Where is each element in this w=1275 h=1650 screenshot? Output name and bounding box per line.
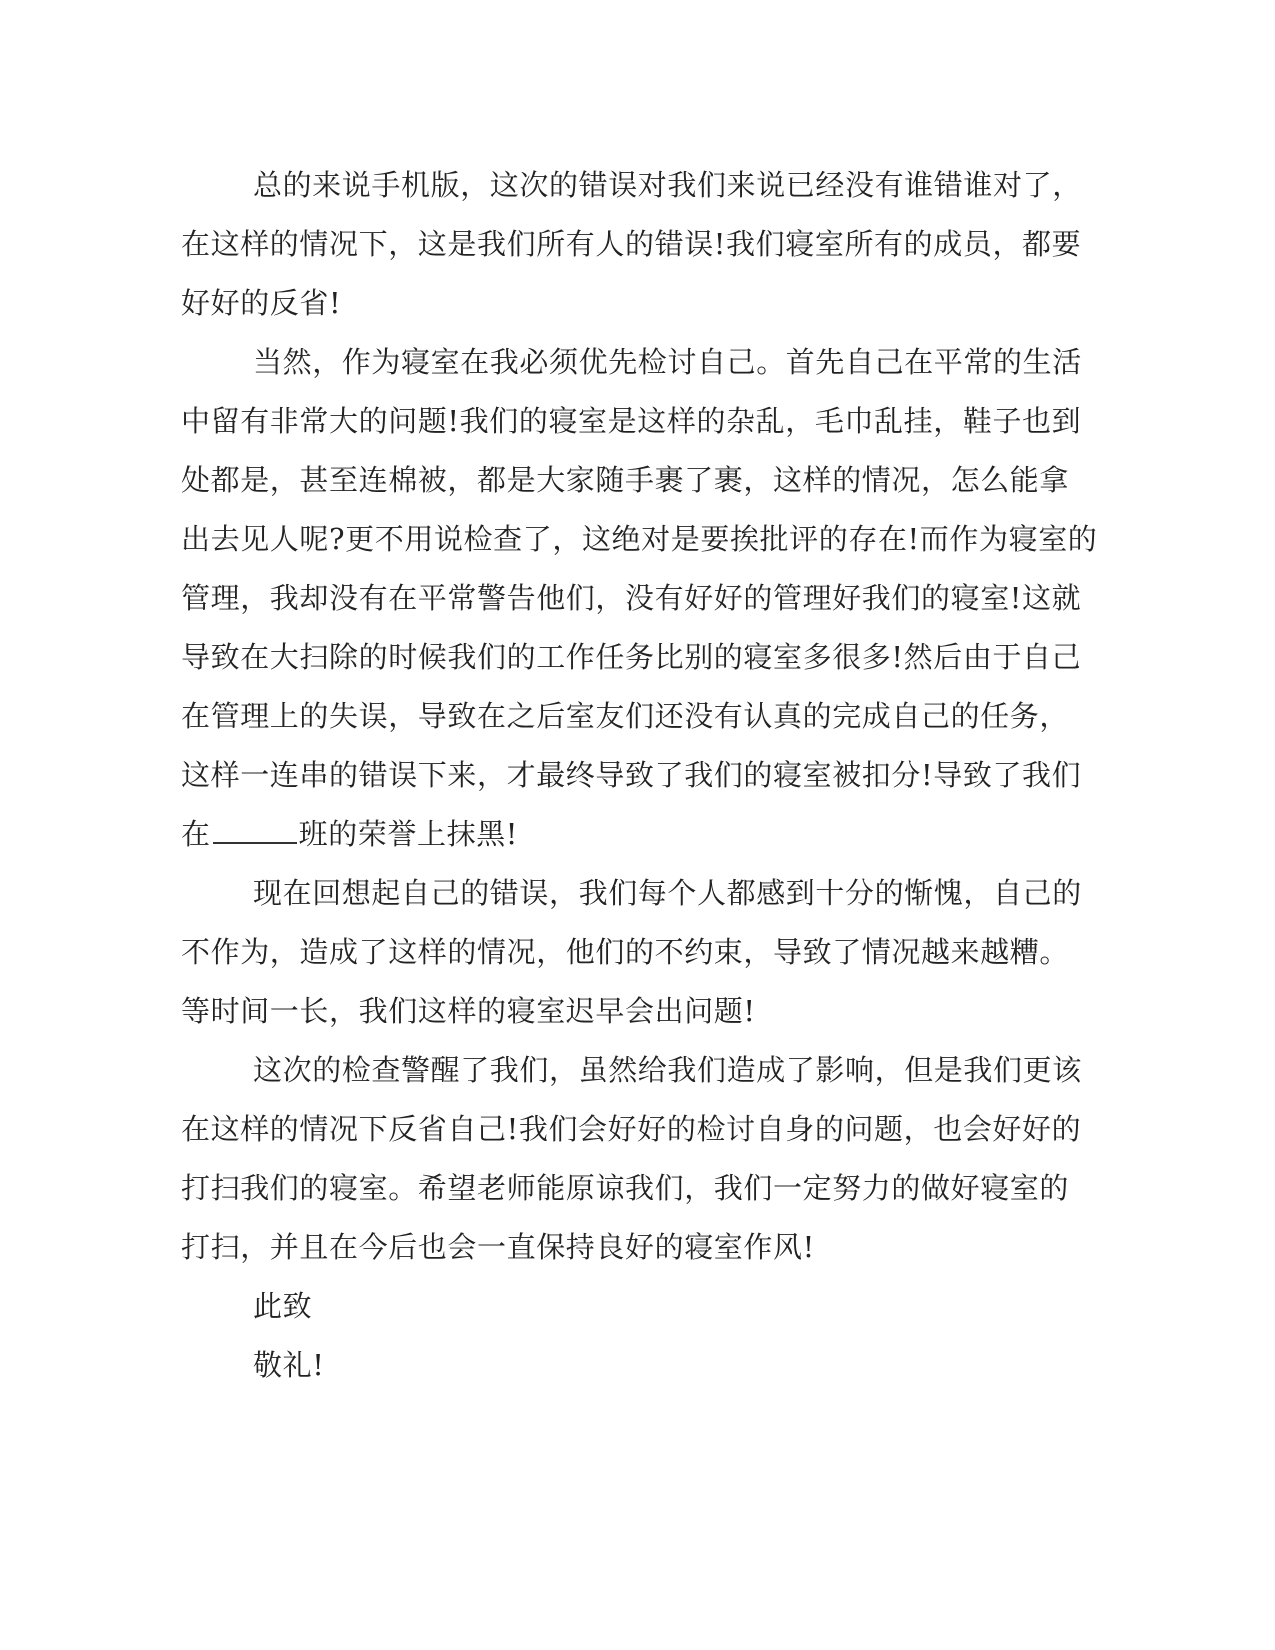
paragraph-2-line-8: 这样一连串的错误下来，才最终导致了我们的寝室被扣分!导致了我们 bbox=[181, 758, 1082, 792]
paragraph-3-line-2: 不作为，造成了这样的情况，他们的不约束，导致了情况越来越糟。 bbox=[181, 935, 1070, 969]
paragraph-2-line-3: 处都是，甚至连棉被，都是大家随手裹了裹，这样的情况，怎么能拿 bbox=[181, 463, 1070, 497]
paragraph-4-line-2: 在这样的情况下反省自己!我们会好好的检讨自身的问题，也会好好的 bbox=[181, 1112, 1082, 1146]
paragraph-2-line-9-prefix: 在 bbox=[181, 817, 211, 851]
paragraph-2-line-5: 管理，我却没有在平常警告他们，没有好好的管理好我们的寝室!这就 bbox=[181, 581, 1082, 615]
paragraph-3-line-3: 等时间一长，我们这样的寝室迟早会出问题! bbox=[181, 994, 756, 1028]
paragraph-1-line-3: 好好的反省! bbox=[181, 286, 342, 320]
paragraph-1-line-1: 总的来说手机版，这次的错误对我们来说已经没有谁错谁对了， bbox=[253, 168, 1082, 202]
fill-in-blank bbox=[213, 820, 297, 844]
closing-regards: 敬礼! bbox=[253, 1348, 325, 1382]
paragraph-4-line-4: 打扫，并且在今后也会一直保持良好的寝室作风! bbox=[181, 1230, 815, 1264]
paragraph-2-line-1: 当然，作为寝室在我必须优先检讨自己。首先自己在平常的生活 bbox=[253, 345, 1082, 379]
paragraph-4-line-1: 这次的检查警醒了我们，虽然给我们造成了影响，但是我们更该 bbox=[253, 1053, 1082, 1087]
document-body bbox=[181, 156, 1098, 1395]
paragraph-3-line-1: 现在回想起自己的错误，我们每个人都感到十分的惭愧，自己的 bbox=[253, 876, 1082, 910]
paragraph-2-line-9-suffix: 班的荣誉上抹黑! bbox=[298, 817, 519, 851]
paragraph-2-line-9 bbox=[181, 805, 1041, 864]
paragraph-2-line-2: 中留有非常大的问题!我们的寝室是这样的杂乱，毛巾乱挂，鞋子也到 bbox=[181, 404, 1082, 438]
paragraph-4-line-3: 打扫我们的寝室。希望老师能原谅我们，我们一定努力的做好寝室的 bbox=[181, 1171, 1070, 1205]
paragraph-2-line-6: 导致在大扫除的时候我们的工作任务比别的寝室多很多!然后由于自己 bbox=[181, 640, 1082, 674]
paragraph-1-line-2: 在这样的情况下，这是我们所有人的错误!我们寝室所有的成员，都要 bbox=[181, 227, 1082, 261]
paragraph-2-line-7: 在管理上的失误，导致在之后室友们还没有认真的完成自己的任务， bbox=[181, 699, 1070, 733]
paragraph-2-line-4: 出去见人呢?更不用说检查了，这绝对是要挨批评的存在!而作为寝室的 bbox=[181, 522, 1098, 556]
closing-salutation: 此致 bbox=[253, 1289, 313, 1323]
